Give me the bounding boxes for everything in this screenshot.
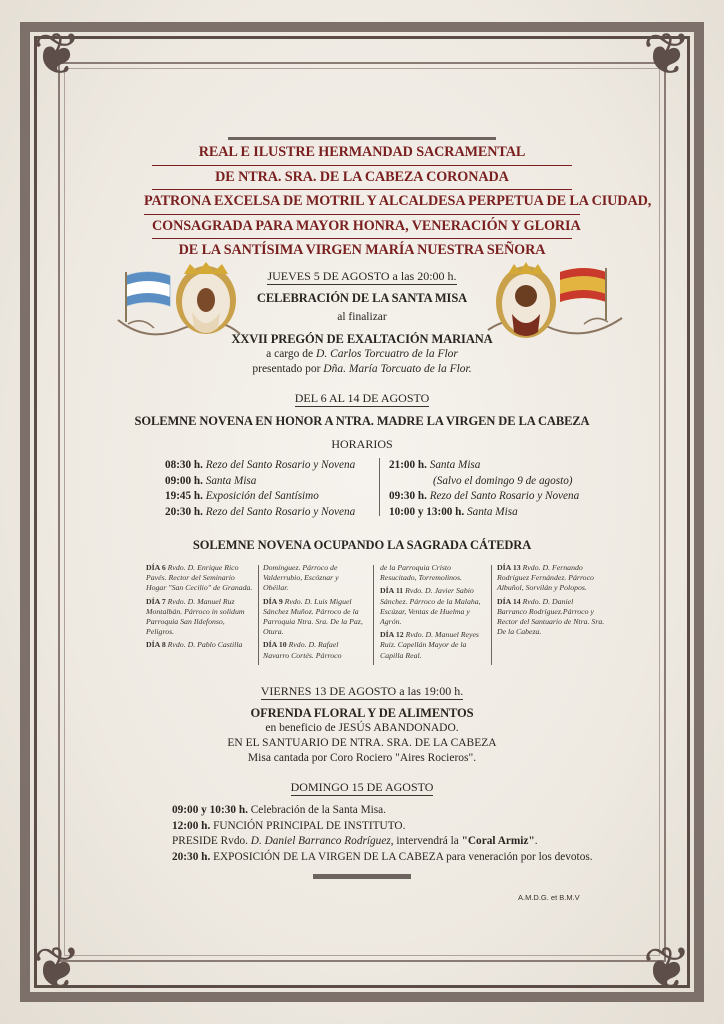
ornamental-corner-icon: ❦	[642, 22, 692, 87]
schedule-desc: Rezo del Santo Rosario y Novena	[205, 459, 356, 471]
preside-choir: "Coral Armiz"	[461, 835, 535, 847]
domingo-time: 09:00 y 10:30 h.	[172, 804, 248, 816]
catedra-column-1	[146, 563, 254, 654]
preacher-text: Rvdo. D. Pablo Castilla	[167, 640, 243, 650]
schedule-row	[165, 474, 385, 490]
schedule-row	[165, 458, 385, 474]
preacher-entry	[380, 563, 484, 583]
preacher-text: Rvdo. D. Manuel Ruz Montalbán. Párroco in solidum Parroquia San Ildefonso, Peligros.	[146, 596, 245, 637]
santa-misa-heading: CELEBRACIÓN DE LA SANTA MISA	[256, 291, 468, 305]
column-divider	[373, 565, 374, 665]
preacher-entry	[146, 563, 254, 594]
preacher-day: DÍA 8	[146, 640, 166, 650]
schedule-time: 09:30 h.	[389, 490, 427, 502]
schedule-row	[165, 489, 385, 505]
ofrenda-misa: Misa cantada por Coro Rociero "Aires Rocieros".	[247, 752, 477, 764]
cargo-line	[0, 348, 724, 360]
domingo-text: FUNCIÓN PRINCIPAL DE INSTITUTO.	[210, 819, 406, 832]
schedule-row	[389, 458, 609, 474]
ofrenda-heading: OFRENDA FLORAL Y DE ALIMENTOS	[250, 706, 474, 720]
preacher-entry	[263, 640, 365, 660]
schedule-desc: Exposición del Santísimo	[205, 490, 319, 502]
cargo-name: D. Carlos Torcuatro de la Flor	[316, 348, 458, 360]
schedule-desc: Santa Misa	[205, 474, 257, 487]
catedra-column-3	[380, 563, 484, 664]
title-line: PATRONA EXCELSA DE MOTRIL Y ALCALDESA PERPETUA DE LA CIUDAD,	[144, 190, 580, 215]
preacher-day: DÍA 9	[263, 596, 283, 606]
domingo-line	[172, 850, 632, 866]
catedra-heading: SOLEMNE NOVENA OCUPANDO LA SAGRADA CÁTEDRA	[192, 538, 532, 552]
domingo-line	[172, 819, 632, 835]
schedule-desc: Santa Misa	[429, 459, 481, 471]
novena-heading: SOLEMNE NOVENA EN HONOR A NTRA. MADRE LA VIRGEN DE LA CABEZA	[134, 414, 590, 428]
schedule-time: 20:30 h.	[165, 505, 203, 518]
domingo-time: 12:00 h.	[172, 819, 211, 832]
presentado-line	[0, 363, 724, 375]
preacher-text: Rvdo. D. Manuel Reyes Ruiz. Capellán Mayor de la Capilla Real.	[380, 630, 479, 660]
domingo-line	[172, 803, 632, 819]
preacher-text: Domínguez. Párroco de Valderrubio, Escóznar y Obéilar.	[263, 563, 339, 593]
preacher-text: Rvdo. D. Fernando Rodríguez Fernández. Párroco Albuñol, Sorvilán y Polopos.	[497, 563, 594, 593]
schedule-desc: Santa Misa	[467, 505, 518, 518]
ornamental-corner-icon: ❦	[32, 936, 82, 1001]
preacher-day: DÍA 10	[263, 640, 287, 650]
domingo-date	[0, 780, 724, 795]
cargo-prefix: a cargo de	[266, 348, 314, 360]
al-finalizar: al finalizar	[337, 311, 387, 323]
viernes-date	[0, 684, 724, 699]
preacher-entry	[497, 563, 605, 594]
ofrenda-place: EN EL SANTUARIO DE NTRA. SRA. DE LA CABEZA	[227, 737, 497, 749]
preacher-text: de la Parroquia Cristo Resucitado, Torremolinos.	[380, 563, 462, 583]
schedule-row	[389, 505, 609, 521]
ofrenda-benefit: en beneficio de JESÚS ABANDONADO.	[265, 722, 459, 734]
preside-mid: , intervendrá la	[390, 835, 462, 847]
jueves-date	[0, 269, 724, 284]
catedra-column-2	[263, 563, 365, 664]
closing-bar	[313, 874, 411, 879]
preacher-text: Rvdo. D. Rafael Navarro Cortés. Párroco	[263, 640, 342, 660]
domingo-lines	[172, 803, 632, 865]
preacher-day: DÍA 14	[497, 596, 521, 606]
preside-prefix: PRESIDE Rvdo.	[172, 835, 248, 847]
preacher-entry	[146, 640, 254, 650]
preacher-entry	[263, 597, 365, 638]
novena-date-text: DEL 6 AL 14 DE AGOSTO	[294, 391, 430, 405]
horarios-divider	[379, 458, 380, 516]
preside-name: D. Daniel Barranco Rodríguez	[250, 835, 391, 847]
schedule-time: 19:45 h.	[165, 490, 203, 502]
domingo-text: Celebración de la Santa Misa.	[247, 804, 386, 816]
column-divider	[258, 565, 259, 665]
viernes-date-text: VIERNES 13 DE AGOSTO a las 19:00 h.	[260, 684, 464, 698]
preacher-day: DÍA 7	[146, 596, 166, 606]
preacher-text: Rvdo. D. Enrique Rico Pavés. Rector del Seminario Hogar "San Cecilio" de Granada.	[146, 563, 253, 593]
schedule-time: 09:00 h.	[165, 474, 203, 487]
presentado-name: Dña. María Torcuato de la Flor.	[323, 363, 472, 375]
preacher-entry	[146, 597, 254, 638]
preacher-day: DÍA 6	[146, 563, 166, 572]
jueves-date-text: JUEVES 5 DE AGOSTO a las 20:00 h.	[267, 269, 457, 283]
preacher-day: DÍA 11	[380, 586, 404, 596]
title-line: REAL E ILUSTRE HERMANDAD SACRAMENTAL	[152, 141, 572, 166]
schedule-row	[389, 474, 609, 490]
schedule-time: 10:00 y 13:00 h.	[389, 505, 465, 518]
horarios-right	[389, 458, 609, 520]
schedule-desc: (Salvo el domingo 9 de agosto)	[433, 474, 573, 487]
domingo-text: EXPOSICIÓN DE LA VIRGEN DE LA CABEZA para veneración por los devotos.	[210, 850, 593, 863]
schedule-desc: Rezo del Santo Rosario y Novena	[429, 490, 580, 502]
presentado-prefix: presentado por	[252, 363, 321, 375]
preacher-entry	[263, 563, 365, 594]
schedule-time: 08:30 h.	[165, 459, 203, 471]
preacher-text: Rvdo. D. Luis Miguel Sánchez Muñoz. Párroco de la Parroquia Ntra. Sra. De la Paz, Otura.	[263, 596, 363, 637]
title-line: DE NTRA. SRA. DE LA CABEZA CORONADA	[152, 166, 572, 191]
preacher-day: DÍA 12	[380, 630, 404, 640]
preacher-text: Rvdo. D. Daniel Barranco Rodríguez.Párroco y Rector del Santuario de Ntra. Sra. De la Cabeza.	[497, 596, 605, 637]
title-block	[144, 141, 652, 263]
preacher-entry	[380, 630, 484, 661]
title-top-rule	[228, 137, 496, 140]
catedra-column-4	[497, 563, 605, 640]
title-line: DE LA SANTÍSIMA VIRGEN MARÍA NUESTRA SEÑORA	[178, 242, 546, 258]
horarios-label: HORARIOS	[331, 437, 393, 451]
schedule-time: 21:00 h.	[389, 459, 427, 471]
preside-line	[172, 834, 632, 850]
schedule-row	[389, 489, 609, 505]
ornamental-corner-icon: ❦	[642, 936, 692, 1001]
domingo-time: 20:30 h.	[172, 850, 211, 863]
domingo-date-text: DOMINGO 15 DE AGOSTO	[290, 780, 434, 794]
schedule-row	[165, 505, 385, 521]
preacher-day: DÍA 13	[497, 563, 521, 572]
schedule-desc: Rezo del Santo Rosario y Novena	[205, 505, 356, 518]
preside-end: .	[534, 835, 538, 847]
preacher-entry	[497, 597, 605, 638]
horarios-left	[165, 458, 385, 520]
preacher-text: Rvdo. D. Javier Sabio Sánchez. Párroco de la Malaha, Escúzar, Ventas de Huelma y Agrón.	[380, 586, 481, 627]
pregon-heading: XXVII PREGÓN DE EXALTACIÓN MARIANA	[231, 332, 493, 346]
column-divider	[491, 565, 492, 665]
title-line: CONSAGRADA PARA MAYOR HONRA, VENERACIÓN Y GLORIA	[152, 215, 572, 240]
preacher-entry	[380, 586, 484, 627]
footer-amdg: A.M.D.G. et B.M.V	[518, 893, 580, 902]
novena-date	[0, 391, 724, 406]
ornamental-corner-icon: ❦	[32, 22, 82, 87]
